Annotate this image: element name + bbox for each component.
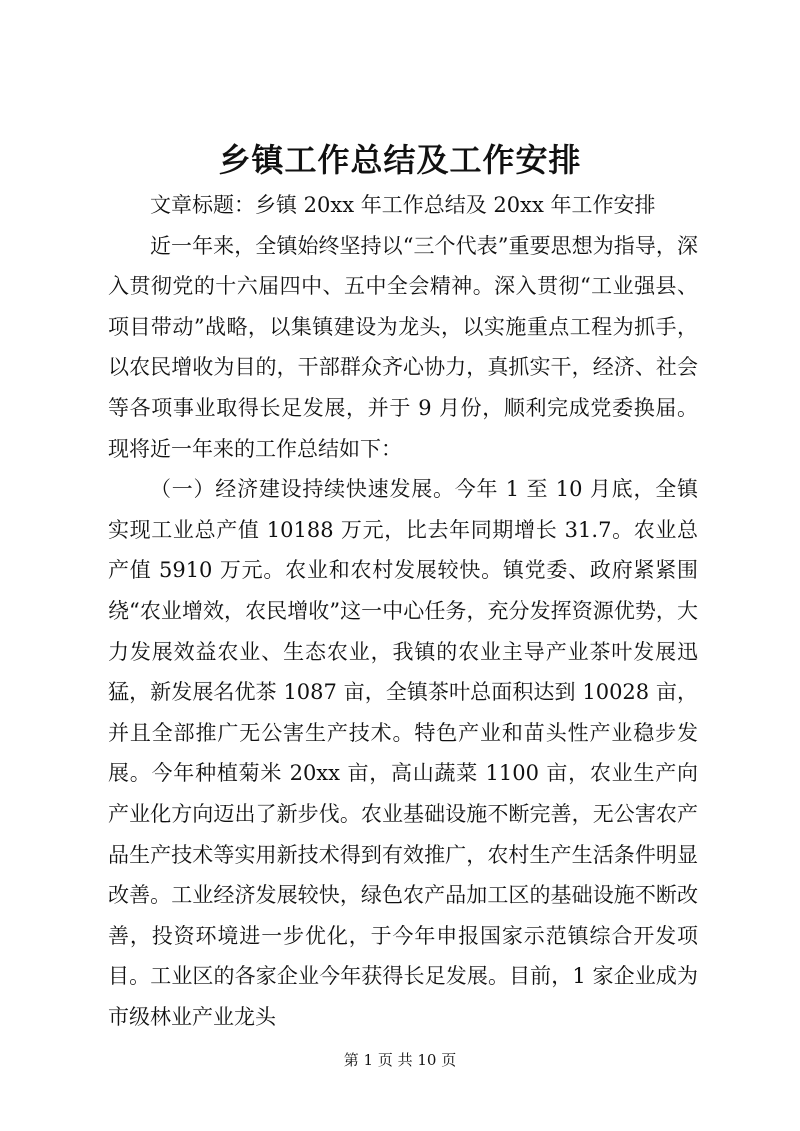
article-title-line: 文章标题：乡镇 20xx 年工作总结及 20xx 年工作安排 <box>150 193 656 217</box>
intro-paragraph: 近一年来，全镇始终坚持以“三个代表”重要思想为指导，深入贯彻党的十六届四中、五中全会精神。深入贯彻“工业强县、项目带动”战略，以集镇建设为龙头，以实施重点工程为抓手，以农民增收为目的，干部群众齐心协力，真抓实干，经济、社会等各项事业取得长足发展，并于 9 月份，顺利完成党委换届。现将近一年来的工作总结如下： <box>108 233 698 461</box>
economic-section-paragraph: （一）经济建设持续快速发展。今年 1 至 10 月底，全镇实现工业总产值 10188 万元，比去年同期增长 31.7。农业总产值 5910 万元。农业和农村发展较快。镇党委、政府紧紧围绕“农业增效，农民增收”这一中心任务，充分发挥资源优势，大力发展效益农业、生态农业，我镇的农业主导产业茶叶发展迅猛，新发展名优茶 1087 亩，全镇茶叶总面积达到 10028 亩，并且全部推广无公害生产技术。特色产业和苗头性产业稳步发展。今年种植菊米 20xx 亩，高山蔬菜 1100 亩，农业生产向产业化方向迈出了新步伐。农业基础设施不断完善，无公害农产品生产技术等实用新技术得到有效推广，农村生产生活条件明显改善。工业经济发展较快，绿色农产品加工区的基础设施不断改善，投资环境进一步优化，于今年申报国家示范镇综合开发项目。工业区的各家企业今年获得长足发展。目前，1 家企业成为市级林业产业龙头 <box>108 477 698 1029</box>
document-body <box>108 185 698 1037</box>
document-title: 乡镇工作总结及工作安排 <box>218 141 582 179</box>
page-footer: 第 1 页 共 10 页 <box>343 1051 457 1069</box>
